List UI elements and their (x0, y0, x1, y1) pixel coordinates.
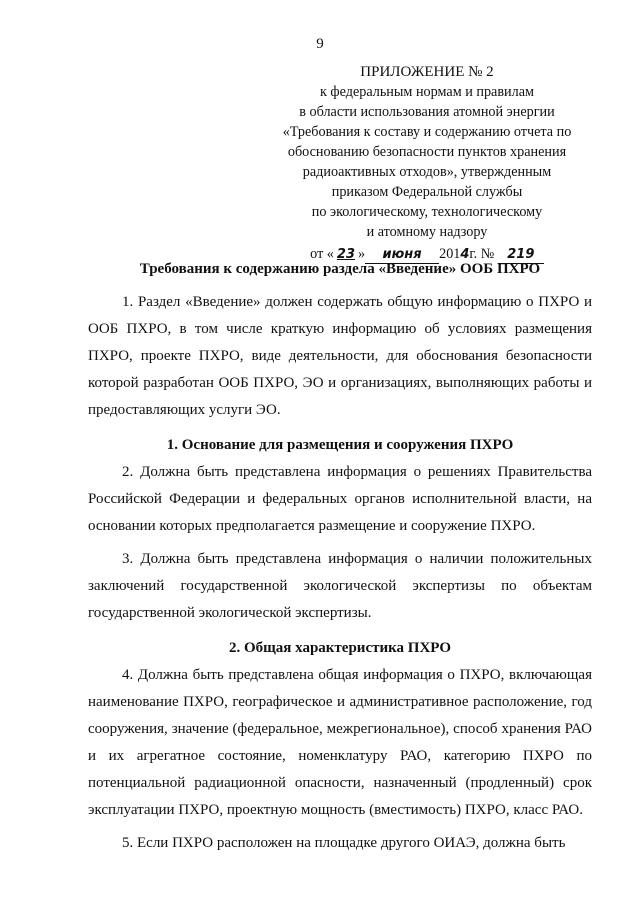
handwritten-year-digit: 4 (460, 247, 470, 262)
paragraph-4: 4. Должна быть представлена общая информация о ПХРО, включающая наименование ПХРО, географическое и административное расположение, год сооружения, значение (федеральное, межрегиональное), способ хранения РАО и их агрегатное состояние, номенклатуру РАО, категорию ПХРО по потенциальной радиационной опасности, назначенный (продленный) срок эксплуатации ПХРО, проектную мощность (вместимость) ПХРО, класс РАО. (88, 667, 592, 818)
main-heading: Требования к содержанию раздела «Введение» ООБ ПХРО (139, 261, 541, 277)
handwritten-day: 23 (336, 247, 355, 262)
appendix-line: обоснованию безопасности пунктов хранения (287, 144, 567, 160)
paragraph-5: 5. Если ПХРО расположен на площадке другого ОИАЭ, должна быть (122, 835, 566, 851)
handwritten-order-number: 219 (498, 247, 544, 264)
appendix-line: в области использования атомной энергии (299, 104, 555, 120)
document-body (88, 254, 592, 857)
date-year-prefix: 201 (439, 246, 461, 262)
appendix-line: радиоактивных отходов», утвержденным (302, 164, 552, 180)
paragraph-1: 1. Раздел «Введение» должен содержать общую информацию о ПХРО и ООБ ПХРО, в том числе краткую информацию об условиях размещения ПХРО, проекте ПХРО, виде деятельности, для обоснования безопасности которой разработан ООБ ПХРО, ЭО и организациях, выполняющих работы и предоставляющих услуги ЭО. (88, 294, 592, 418)
date-year-suffix: г. № (469, 246, 495, 262)
appendix-line: по экологическому, технологическому (311, 204, 543, 220)
date-sep: » (358, 246, 366, 262)
handwritten-month: июня (365, 247, 439, 264)
appendix-line: к федеральным нормам и правилам (319, 84, 534, 100)
section-2-title: 2. Общая характеристика ПХРО (228, 640, 452, 656)
paragraph-3: 3. Должна быть представлена информация о наличии положительных заключений государственной экологической экспертизы по объектам государственной экологической экспертизы. (88, 551, 592, 621)
appendix-line: «Требования к составу и содержанию отчета по (282, 124, 572, 140)
appendix-line: приказом Федеральной службы (331, 184, 523, 200)
paragraph-2: 2. Должна быть представлена информация о решениях Правительства Российской Федерации и федеральных органов исполнительной власти, на основании которых предполагается размещение и сооружение ПХРО. (88, 464, 592, 534)
date-prefix: от « (310, 246, 334, 262)
appendix-line: и атомному надзору (366, 224, 488, 240)
appendix-block (248, 62, 606, 265)
page-number: 9 (316, 36, 324, 52)
section-1-title: 1. Основание для размещения и сооружения ПХРО (166, 437, 514, 453)
appendix-title: ПРИЛОЖЕНИЕ № 2 (360, 64, 494, 80)
